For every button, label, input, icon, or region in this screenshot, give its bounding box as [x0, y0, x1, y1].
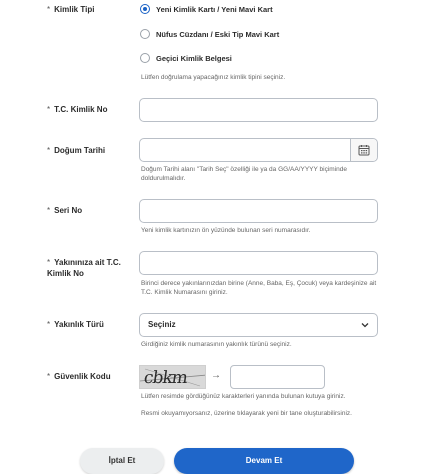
calendar-button[interactable]: [350, 139, 377, 161]
radio-label: Geçici Kimlik Belgesi: [156, 53, 232, 63]
identity-type-label: [47, 4, 94, 15]
relation-label-text: Yakınlık Türü: [54, 320, 104, 329]
relation-select[interactable]: [139, 313, 378, 337]
security-code-hint-2: Resmi okuyamıyorsanız, üzerine tıklayarak yeni bir tane oluşturabilirsiniz.: [141, 410, 352, 417]
required-mark: *: [47, 320, 51, 329]
required-mark: *: [47, 146, 51, 155]
security-code-label-text: Güvenlik Kodu: [54, 372, 111, 381]
serial-no-input[interactable]: [139, 199, 378, 223]
serial-no-label: [47, 205, 82, 216]
next-button[interactable]: Devam Et: [174, 448, 354, 474]
security-code-hint-1: Lütfen resimde gördüğünüz karakterleri yanında bulunan kutuya giriniz.: [141, 393, 346, 400]
birth-date-label: [47, 145, 105, 156]
birth-date-label-text: Doğum Tarihi: [54, 146, 106, 155]
radio-temporary-id[interactable]: [140, 52, 232, 64]
relative-tc-label-text: Yakınınıza ait T.C. Kimlik No: [47, 258, 121, 278]
tc-no-label: [47, 104, 107, 115]
birth-date-hint: Doğum Tarihi alanı "Tarih Seç" özelliği ile ya da GG/AA/YYYY biçiminde doldurulmalıdır.: [141, 166, 347, 182]
required-mark: *: [47, 206, 51, 215]
chevron-down-icon: [360, 320, 370, 330]
required-mark: *: [47, 372, 51, 381]
captcha-text: cbkm: [142, 368, 189, 388]
required-mark: *: [47, 258, 51, 267]
arrow-right-icon: →: [211, 370, 221, 381]
serial-no-label-text: Seri No: [54, 206, 83, 215]
birth-date-input[interactable]: [139, 138, 378, 162]
security-code-input[interactable]: [230, 365, 325, 389]
tc-no-label-text: T.C. Kimlik No: [54, 105, 108, 114]
cancel-button[interactable]: İptal Et: [80, 448, 164, 474]
radio-button-checked[interactable]: [140, 4, 150, 14]
radio-new-id-card[interactable]: [140, 3, 273, 15]
relation-label: [47, 319, 104, 330]
relation-hint: Girdiğiniz kimlik numarasının yakınlık türünü seçiniz.: [141, 341, 292, 348]
required-mark: *: [47, 105, 51, 114]
relative-tc-input[interactable]: [139, 251, 378, 275]
identity-type-label-text: Kimlik Tipi: [54, 5, 95, 14]
relative-tc-hint: Birinci derece yakınlarınızdan birine (Anne, Baba, Eş, Çocuk) veya kardeşinize ait T.C. Kimlik Numarasını giriniz.: [141, 280, 377, 296]
calendar-icon: [358, 144, 370, 156]
relation-selected-value: Seçiniz: [148, 320, 176, 329]
required-mark: *: [47, 5, 51, 14]
captcha-image[interactable]: [139, 365, 206, 389]
radio-label: Nüfus Cüzdanı / Eski Tip Mavi Kart: [156, 29, 280, 39]
relative-tc-label: [47, 257, 135, 279]
radio-old-id-card[interactable]: [140, 28, 279, 40]
identity-type-hint: Lütfen doğrulama yapacağınız kimlik tipini seçiniz.: [141, 74, 286, 81]
serial-no-hint: Yeni kimlik kartınızın ön yüzünde bulunan seri numarasıdır.: [141, 227, 311, 234]
radio-button[interactable]: [140, 29, 150, 39]
radio-label: Yeni Kimlik Kartı / Yeni Mavi Kart: [156, 4, 273, 14]
radio-button[interactable]: [140, 53, 150, 63]
security-code-label: [47, 371, 111, 382]
tc-no-input[interactable]: [139, 98, 378, 122]
